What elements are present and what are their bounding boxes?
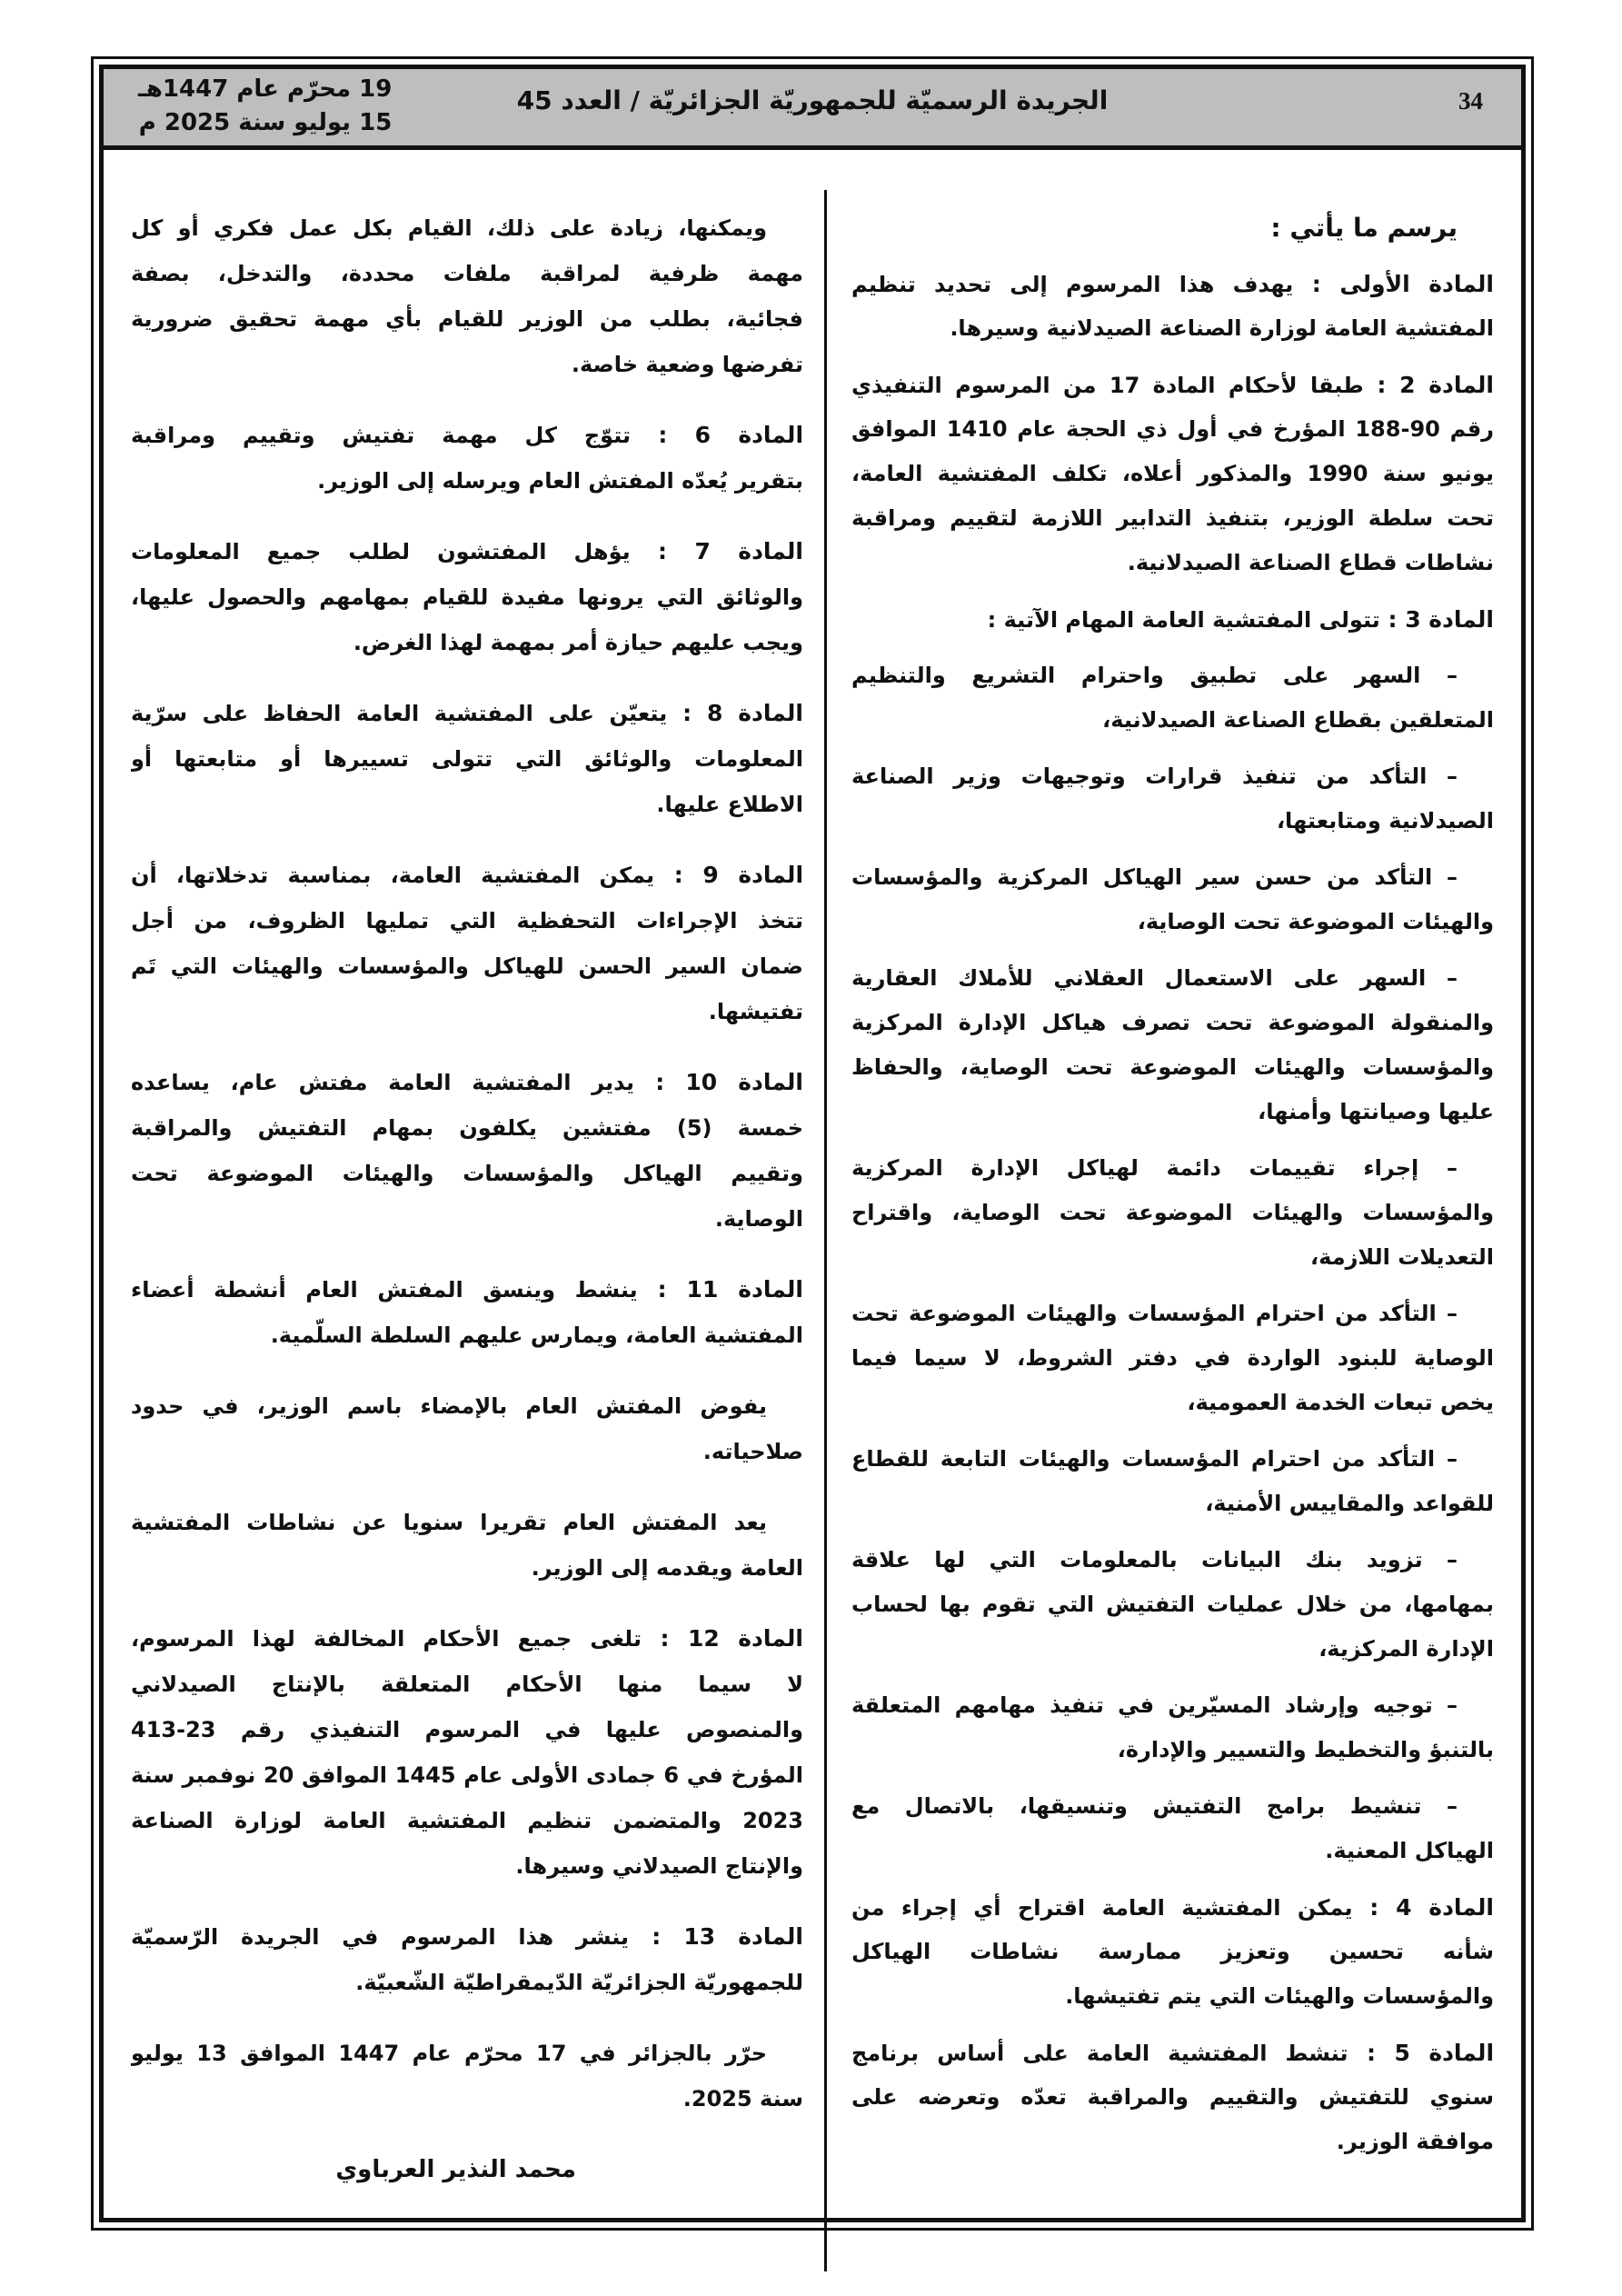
text-paragraph — [131, 205, 803, 387]
text-line — [131, 413, 803, 458]
line-text: ضمان السير الحسن للهياكل والمؤسسات والهيئات التي تَم — [131, 953, 803, 979]
line-text: حرّر بالجزائر في 17 محرّم عام 1447 الموافق 13 يوليو — [131, 2041, 767, 2066]
text-paragraph — [851, 654, 1494, 743]
text-line — [851, 1784, 1494, 1829]
text-line — [851, 900, 1494, 944]
line-text: يؤهل المفتشون لطلب جميع المعلومات — [131, 539, 631, 564]
text-paragraph — [851, 1146, 1494, 1280]
issue-date — [138, 73, 392, 140]
text-paragraph — [131, 1500, 803, 1591]
text-line — [131, 1105, 803, 1151]
text-line — [131, 458, 803, 504]
line-text: والهيئات الموضوعة تحت الوصاية، — [1137, 909, 1494, 934]
line-text: وتقييم الهياكل والمؤسسات والهيئات الموضوعة تحت — [131, 1161, 803, 1186]
text-line — [131, 1151, 803, 1196]
line-text: – التأكد من احترام المؤسسات والهيئات الموضوعة تحت — [851, 1301, 1458, 1326]
text-line — [851, 2075, 1494, 2120]
signature: محمد النذير العرباوي — [335, 2156, 576, 2183]
line-text: المفتشية العامة لوزارة الصناعة الصيدلانية وسيرها. — [950, 315, 1494, 341]
line-text: تلغى جميع الأحكام المخالفة لهذا المرسوم، — [131, 1626, 642, 1652]
text-line — [851, 1235, 1494, 1280]
text-line — [851, 1482, 1494, 1526]
text-line — [851, 956, 1494, 1001]
text-line — [851, 1974, 1494, 2019]
line-text: بمهامها، من خلال عمليات التفتيش التي تقوم بها لحساب — [851, 1592, 1494, 1617]
text-line — [131, 1707, 803, 1752]
article-paragraph — [851, 363, 1494, 585]
line-text: العامة ويقدمه إلى الوزير. — [531, 1555, 803, 1581]
article-paragraph — [131, 853, 803, 1034]
line-text: نشاطات قطاع الصناعة الصيدلانية. — [1127, 550, 1494, 575]
text-paragraph — [851, 1538, 1494, 1672]
text-line — [131, 943, 803, 989]
article-paragraph — [131, 1267, 803, 1358]
line-text: والمؤسسات والهيئات الموضوعة تحت الوصاية، واقتراح — [851, 1200, 1494, 1225]
line-text: الصيدلانية ومتابعتها، — [1276, 808, 1494, 834]
line-text: للجمهوريّة الجزائريّة الدّيمقراطيّة الشّعبيّة. — [355, 1970, 803, 1995]
line-text: – التأكد من احترام المؤسسات والهيئات التابعة للقطاع — [851, 1446, 1458, 1472]
text-line — [131, 1545, 803, 1591]
text-line — [851, 1001, 1494, 1045]
text-line — [851, 1090, 1494, 1134]
article-paragraph — [851, 1885, 1494, 2019]
article-label: المادة 2 : — [1363, 372, 1494, 398]
article-label: المادة 6 : — [631, 422, 803, 448]
article-label: المادة 4 : — [1352, 1894, 1494, 1921]
text-line — [851, 363, 1494, 407]
text-line — [131, 736, 803, 782]
text-paragraph — [851, 754, 1494, 844]
line-text: والمنصوص عليها في المرسوم التنفيذي رقم 23-413 — [131, 1717, 803, 1742]
text-line — [131, 1060, 803, 1105]
text-line — [851, 1885, 1494, 1930]
right-column — [851, 205, 1494, 2176]
line-text: ويجب عليهم حيازة أمر بمهمة لهذا الغرض. — [353, 630, 803, 655]
article-label: المادة الأولى : — [1293, 271, 1494, 297]
line-text: عليها وصيانتها وأمنها، — [1258, 1099, 1494, 1124]
line-text: المتعلقين بقطاع الصناعة الصيدلانية، — [1102, 707, 1494, 733]
article-paragraph — [851, 262, 1494, 351]
text-line — [131, 342, 803, 387]
text-line — [131, 1429, 803, 1474]
text-line — [131, 1196, 803, 1242]
line-text: الوصاية. — [714, 1206, 803, 1232]
text-line — [131, 1616, 803, 1662]
text-paragraph — [851, 855, 1494, 944]
article-label: المادة 8 : — [667, 700, 803, 726]
page-frame — [91, 56, 1534, 2231]
journal-title: الجريدة الرسميّة للجمهوريّة الجزائريّة / العدد 45 — [516, 85, 1109, 115]
text-line — [131, 1914, 803, 1960]
line-text: والإنتاج الصيدلاني وسيرها. — [515, 1853, 803, 1879]
article-paragraph — [131, 413, 803, 504]
date-hijri: 19 محرّم عام 1447هـ — [138, 75, 393, 103]
text-line — [131, 251, 803, 296]
text-line — [851, 2120, 1494, 2164]
text-paragraph — [851, 1683, 1494, 1772]
text-line — [131, 296, 803, 342]
text-paragraph — [851, 956, 1494, 1134]
article-paragraph — [851, 2031, 1494, 2164]
line-text: الاطلاع عليها. — [656, 792, 803, 817]
line-text: يمكن المفتشية العامة، بمناسبة تدخلاتها، أن — [131, 863, 655, 888]
line-text: التعديلات اللازمة، — [1310, 1244, 1494, 1270]
text-paragraph — [851, 1437, 1494, 1526]
line-text: مهمة ظرفية لمراقبة ملفات محددة، والتدخل، بصفة — [131, 261, 803, 286]
page-header — [104, 69, 1521, 150]
text-line — [851, 1538, 1494, 1582]
line-text: والمنقولة الموضوعة تحت تصرف هياكل الإدارة المركزية — [851, 1010, 1494, 1035]
line-text: – إجراء تقييمات دائمة لهياكل الإدارة المركزية — [851, 1155, 1458, 1181]
text-line — [131, 989, 803, 1034]
line-text: موافقة الوزير. — [1336, 2129, 1494, 2154]
date-gregorian: 15 يوليو سنة 2025 م — [138, 109, 393, 136]
line-text: المفتشية العامة، ويمارس عليهم السلطة السلّمية. — [270, 1323, 803, 1348]
line-text: – التأكد من تنفيذ قرارات وتوجيهات وزير الصناعة — [851, 764, 1458, 789]
text-line — [851, 855, 1494, 900]
text-line — [131, 898, 803, 943]
text-line — [851, 262, 1494, 306]
text-line — [131, 1662, 803, 1707]
article-label: المادة 7 : — [630, 538, 803, 564]
text-line — [131, 2076, 803, 2121]
line-text: – تنشيط برامج التفتيش وتنسيقها، بالاتصال مع — [851, 1793, 1458, 1819]
text-line — [851, 698, 1494, 743]
text-line — [851, 754, 1494, 799]
line-text: يعد المفتش العام تقريرا سنويا عن نشاطات المفتشية — [131, 1510, 767, 1535]
line-text: سنة 2025. — [682, 2086, 803, 2111]
line-text: تنشط المفتشية العامة على أساس برنامج — [851, 2041, 1348, 2066]
text-paragraph — [131, 1383, 803, 1474]
article-paragraph — [851, 597, 1494, 642]
line-text: تتوّج كل مهمة تفتيش وتقييم ومراقبة — [131, 423, 632, 448]
article-label: المادة 13 : — [629, 1923, 803, 1950]
line-text: تفتيشها. — [708, 999, 803, 1024]
left-column — [131, 205, 803, 2192]
text-line — [851, 1437, 1494, 1482]
text-line — [851, 1930, 1494, 1974]
line-text: 2023 والمتضمن تنظيم المفتشية العامة لوزارة الصناعة — [131, 1808, 803, 1833]
article-paragraph — [131, 1060, 803, 1242]
line-text: شأنه تحسين وتعزيز ممارسة نشاطات الهياكل — [851, 1939, 1494, 1964]
text-line — [851, 654, 1494, 698]
line-text: الهياكل المعنية. — [1325, 1838, 1494, 1863]
line-text: بتقرير يُعدّه المفتش العام ويرسله إلى الوزير. — [317, 468, 803, 494]
article-paragraph — [131, 691, 803, 827]
text-line — [131, 529, 803, 574]
article-paragraph — [131, 1616, 803, 1889]
column-divider — [824, 190, 827, 2271]
line-text: المؤرخ في 6 جمادى الأولى عام 1445 الموافق 20 نوفمبر سنة — [131, 1762, 803, 1788]
line-text: – التأكد من حسن سير الهياكل المركزية والمؤسسات — [851, 864, 1458, 890]
line-text: لا سيما منها الأحكام المتعلقة بالإنتاج الصيدلاني — [131, 1672, 803, 1697]
line-text: صلاحياته. — [702, 1439, 803, 1464]
line-text: يتعيّن على المفتشية العامة الحفاظ على سرّية — [131, 701, 668, 726]
line-text: يدير المفتشية العامة مفتش عام، يساعده — [131, 1070, 635, 1095]
text-line — [851, 496, 1494, 541]
text-line — [131, 1798, 803, 1843]
line-text: يمكن المفتشية العامة اقتراح أي إجراء من — [851, 1895, 1353, 1921]
page-number: 34 — [1458, 87, 1483, 115]
line-text: الوصاية للبنود الواردة في دفتر الشروط، لا سيما فيما — [851, 1345, 1494, 1371]
text-line — [851, 2031, 1494, 2075]
article-label: المادة 11 : — [637, 1276, 803, 1303]
text-line — [131, 782, 803, 827]
line-text: سنوي للتفتيش والتقييم والمراقبة تعدّه وتعرضه على — [851, 2084, 1494, 2110]
line-text: والمؤسسات والهيئات التي يتم تفتيشها. — [1065, 1983, 1494, 2009]
text-line — [851, 1582, 1494, 1627]
text-line — [131, 1267, 803, 1313]
text-line — [851, 1146, 1494, 1191]
text-line — [851, 597, 1494, 642]
line-text: والوثائق التي يرونها مفيدة للقيام بمهامهم والحصول عليها، — [131, 584, 803, 610]
text-line — [131, 1752, 803, 1798]
text-paragraph — [851, 1784, 1494, 1873]
text-line — [131, 1313, 803, 1358]
line-text: يهدف هذا المرسوم إلى تحديد تنظيم — [851, 272, 1294, 297]
line-text: ينشط وينسق المفتش العام أنشطة أعضاء — [131, 1277, 638, 1303]
text-line — [131, 853, 803, 898]
line-text: المعلومات والوثائق التي تتولى تسييرها أو متابعتها أو — [131, 746, 803, 772]
article-paragraph — [131, 529, 803, 665]
text-line — [131, 2031, 803, 2076]
line-text: للقواعد والمقاييس الأمنية، — [1205, 1491, 1494, 1516]
line-text: تفرضها وضعية خاصة. — [571, 352, 803, 377]
line-text: ينشر هذا المرسوم في الجريدة الرّسميّة — [131, 1924, 630, 1950]
text-line — [131, 691, 803, 736]
line-text: – السهر على الاستعمال العقلاني للأملاك العقارية — [851, 965, 1458, 991]
text-line — [851, 799, 1494, 844]
article-label: المادة 9 : — [654, 862, 803, 888]
text-line — [851, 1191, 1494, 1235]
line-text: طبقا لأحكام المادة 17 من المرسوم التنفيذي — [851, 373, 1364, 398]
text-line — [131, 1843, 803, 1889]
line-text: – توجيه وإرشاد المسيّرين في تنفيذ مهامهم المتعلقة — [851, 1692, 1458, 1718]
line-text: ويمكنها، زيادة على ذلك، القيام بكل عمل فكري أو كل — [131, 215, 767, 241]
text-line — [851, 407, 1494, 452]
text-line — [851, 1728, 1494, 1772]
text-line — [131, 1500, 803, 1545]
article-label: المادة 3 : — [1379, 606, 1494, 633]
article-label: المادة 10 : — [634, 1069, 803, 1095]
article-paragraph — [131, 1914, 803, 2005]
line-text: فجائية، بطلب من الوزير للقيام بأي مهمة تحقيق ضرورية — [131, 306, 803, 332]
article-label: المادة 12 : — [641, 1625, 803, 1652]
text-line — [851, 541, 1494, 585]
text-line — [851, 1292, 1494, 1336]
line-text: بالتنبؤ والتخطيط والتسيير والإدارة، — [1117, 1737, 1494, 1762]
line-text: خمسة (5) مفتشين يكلفون بمهام التفتيش والمراقبة — [131, 1115, 803, 1141]
page-frame-inner — [99, 65, 1526, 2222]
text-line — [851, 306, 1494, 351]
text-line — [131, 1383, 803, 1429]
line-text: يخص تبعات الخدمة العمومية، — [1187, 1390, 1494, 1415]
text-line — [131, 1960, 803, 2005]
line-text: – تزويد بنك البيانات بالمعلومات التي لها علاقة — [851, 1547, 1458, 1572]
line-text: الإدارة المركزية، — [1318, 1636, 1494, 1662]
line-text: والمؤسسات والهيئات الموضوعة تحت الوصاية، والحفاظ — [851, 1054, 1494, 1080]
line-text: يونيو سنة 1990 والمذكور أعلاه، تكلف المفتشية العامة، — [851, 461, 1494, 486]
text-line — [851, 452, 1494, 496]
text-line — [131, 574, 803, 620]
text-paragraph — [131, 2031, 803, 2121]
text-line — [851, 1381, 1494, 1425]
text-line — [851, 1683, 1494, 1728]
line-text: رقم 90-188 المؤرخ في أول ذي الحجة عام 1410 الموافق — [851, 416, 1494, 442]
line-text: – السهر على تطبيق واحترام التشريع والتنظيم — [851, 663, 1458, 688]
line-text: تتولى المفتشية العامة المهام الآتية : — [987, 607, 1380, 633]
text-line — [851, 1336, 1494, 1381]
text-line — [851, 1045, 1494, 1090]
decree-heading: يرسم ما يأتي : — [1270, 213, 1458, 243]
text-line — [131, 620, 803, 665]
text-paragraph — [851, 1292, 1494, 1425]
line-text: تحت سلطة الوزير، بتنفيذ التدابير اللازمة لتقييم ومراقبة — [851, 505, 1494, 531]
article-label: المادة 5 : — [1348, 2040, 1494, 2066]
line-text: تتخذ الإجراءات التحفظية التي تمليها الظروف، من أجل — [131, 908, 803, 933]
text-line — [851, 1829, 1494, 1873]
text-line — [851, 1627, 1494, 1672]
line-text: يفوض المفتش العام بالإمضاء باسم الوزير، في حدود — [131, 1393, 767, 1419]
text-line — [131, 205, 803, 251]
